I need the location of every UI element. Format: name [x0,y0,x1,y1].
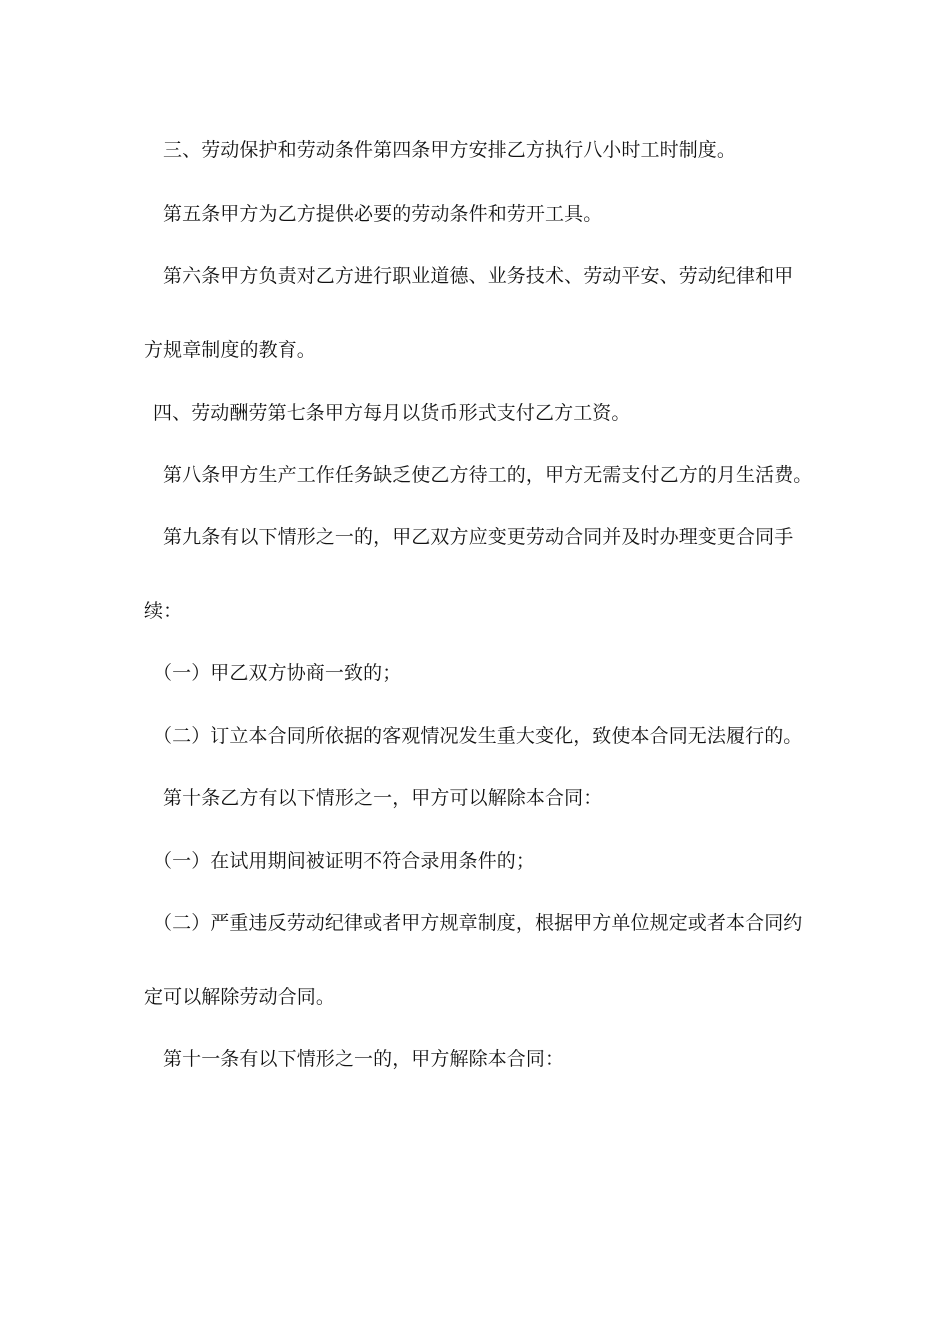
paragraph-line: 第五条甲方为乙方提供必要的劳动条件和劳开工具。 [163,203,603,225]
paragraph-line: 四、劳动酬劳第七条甲方每月以货币形式支付乙方工资。 [153,402,631,424]
paragraph-line: 定可以解除劳动合同。 [144,986,336,1008]
paragraph-line: （一）在试用期间被证明不符合录用条件的； [153,850,536,872]
paragraph-line: （二）严重违反劳动纪律或者甲方规章制度，根据甲方单位规定或者本合同约 [153,912,803,934]
paragraph-line: 第六条甲方负责对乙方进行职业道德、业务技术、劳动平安、劳动纪律和甲 [163,265,794,287]
paragraph-line: 第十条乙方有以下情形之一，甲方可以解除本合同： [163,787,603,809]
paragraph-line: （二）订立本合同所依据的客观情况发生重大变化，致使本合同无法履行的。 [153,725,803,747]
paragraph-line: 续： [144,600,183,622]
paragraph-line: 第十一条有以下情形之一的，甲方解除本合同： [163,1048,565,1070]
paragraph-line: 第八条甲方生产工作任务缺乏使乙方待工的，甲方无需支付乙方的月生活费。 [163,464,813,486]
paragraph-line: 方规章制度的教育。 [144,339,316,361]
paragraph-line: （一）甲乙双方协商一致的； [153,662,402,684]
paragraph-line: 第九条有以下情形之一的，甲乙双方应变更劳动合同并及时办理变更合同手 [163,526,794,548]
paragraph-line: 三、劳动保护和劳动条件第四条甲方安排乙方执行八小时工时制度。 [163,139,737,161]
